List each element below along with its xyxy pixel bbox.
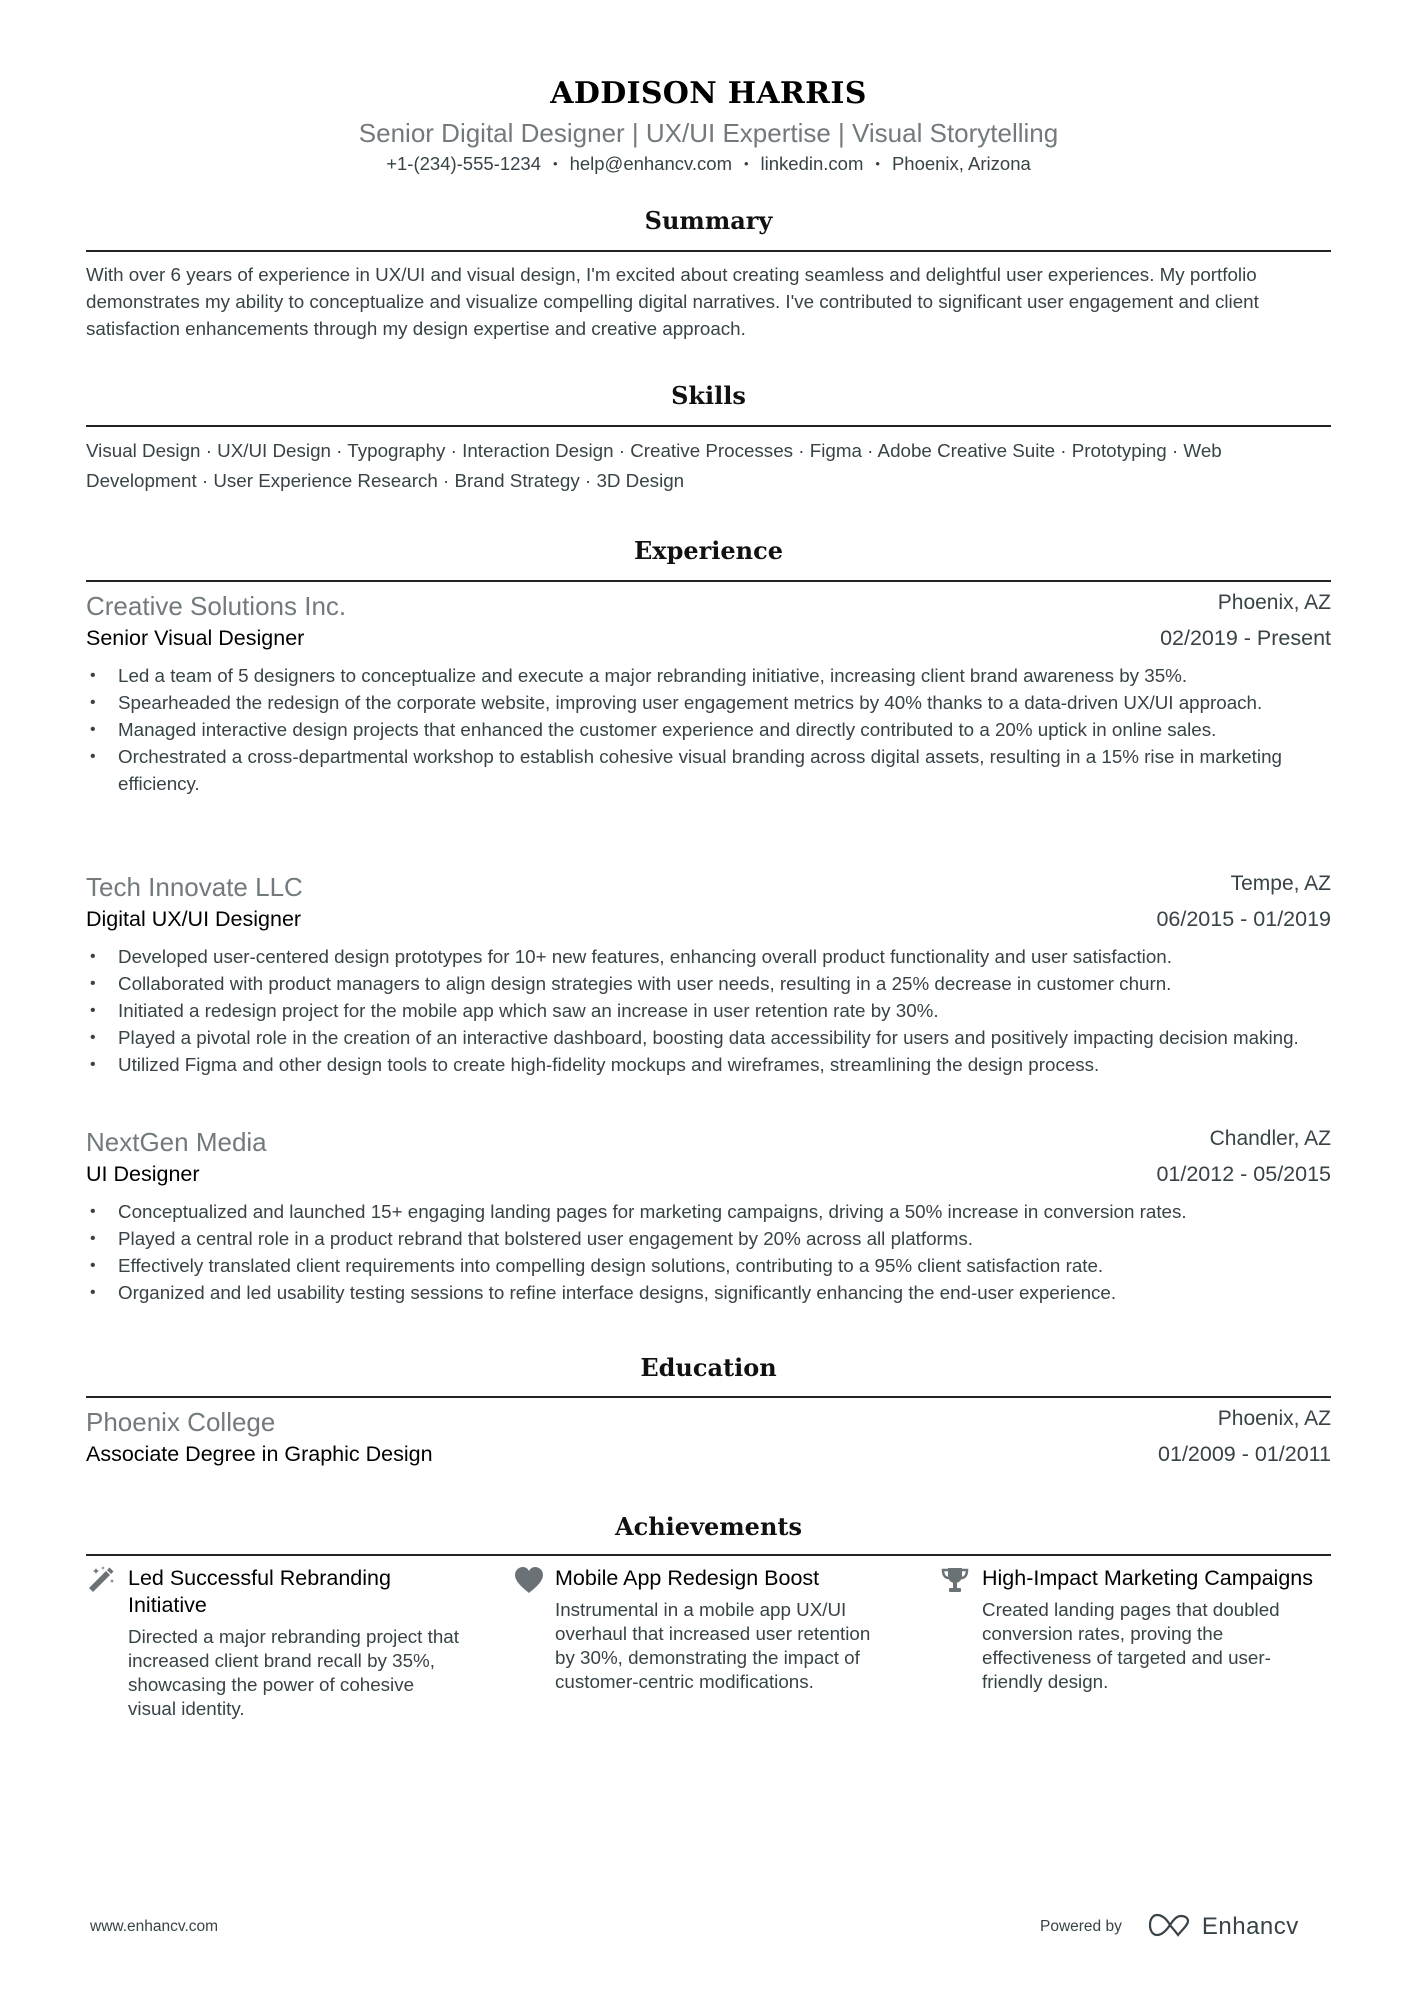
skills-list: Visual Design · UX/UI Design · Typography · Interaction Design · Creative Processes · Figma · Adobe Creative Suite · Prototyping · Web Development · User Experience Research · Brand Strategy · 3D Design xyxy=(86,440,1222,491)
company-name: Tech Innovate LLC xyxy=(86,872,303,902)
company-name: NextGen Media xyxy=(86,1127,267,1157)
achievement-item xyxy=(940,1565,1320,1694)
job-bullets xyxy=(86,943,1331,1078)
section-divider xyxy=(86,1554,1331,1556)
bullet-item: • Orchestrated a cross-departmental workshop to establish cohesive visual branding across digital assets, resulting in a 15% rise in marketing efficiency. xyxy=(86,743,1331,797)
heart-icon xyxy=(513,1565,543,1595)
contact-line xyxy=(86,153,1331,175)
contact-email[interactable]: help@enhancv.com xyxy=(569,153,732,174)
experience-entry xyxy=(86,872,1331,1078)
footer-website-link[interactable]: www.enhancv.com xyxy=(90,1918,219,1935)
bullet-item: • Played a central role in a product rebrand that bolstered user engagement by 20% across all platforms. xyxy=(86,1225,1331,1252)
bullet-item: • Utilized Figma and other design tools to create high-fidelity mockups and wireframes, streamlining the design process. xyxy=(86,1051,1331,1078)
bullet-item: • Organized and led usability testing sessions to refine interface designs, significantly enhancing the end-user experience. xyxy=(86,1279,1331,1306)
section-divider xyxy=(86,425,1331,427)
contact-location: Phoenix, Arizona xyxy=(891,153,1031,174)
experience-entry xyxy=(86,591,1331,797)
job-title: UI Designer xyxy=(86,1162,200,1186)
job-dates: 01/2012 - 05/2015 xyxy=(1156,1162,1331,1186)
job-bullets xyxy=(86,662,1331,797)
summary-text: With over 6 years of experience in UX/UI and visual design, I'm excited about creating seamless and delightful user experiences. My portfolio demonstrates my ability to conceptualize and visualize compelling digital narratives. I've contributed to significant user engagement and client satisfaction enhancements through my design expertise and creative approach. xyxy=(86,264,1259,339)
bullet-item: • Managed interactive design projects that enhanced the customer experience and directly contributed to a 20% uptick in online sales. xyxy=(86,716,1331,743)
bullet-item: • Developed user-centered design prototypes for 10+ new features, enhancing overall product functionality and user satisfaction. xyxy=(86,943,1331,970)
job-dates: 02/2019 - Present xyxy=(1160,626,1331,650)
company-name: Creative Solutions Inc. xyxy=(86,591,347,621)
achievement-item xyxy=(513,1565,893,1694)
separator-dot: • xyxy=(875,156,880,171)
achievement-title: Mobile App Redesign Boost xyxy=(555,1566,820,1590)
section-divider xyxy=(86,580,1331,582)
achievement-item xyxy=(86,1565,466,1721)
bullet-item: • Conceptualized and launched 15+ engaging landing pages for marketing campaigns, driving a 50% increase in conversion rates. xyxy=(86,1198,1331,1225)
section-title-summary: Summary xyxy=(644,206,773,235)
section-title-education: Education xyxy=(640,1353,777,1382)
job-title: Senior Visual Designer xyxy=(86,626,305,650)
section-divider xyxy=(86,1396,1331,1398)
job-location: Chandler, AZ xyxy=(1209,1127,1331,1150)
achievement-title: Led Successful Rebranding Initiative xyxy=(128,1566,391,1617)
bullet-item: • Played a pivotal role in the creation of an interactive dashboard, boosting data accessibility for users and positively impacting decision making. xyxy=(86,1024,1331,1051)
candidate-name: ADDISON HARRIS xyxy=(550,76,867,111)
job-bullets xyxy=(86,1198,1331,1306)
section-title-achievements: Achievements xyxy=(615,1512,802,1541)
separator-dot: • xyxy=(743,156,749,171)
separator-dot: • xyxy=(553,156,558,171)
contact-phone: +1-(234)-555-1234 xyxy=(386,153,541,174)
job-title: Digital UX/UI Designer xyxy=(86,907,302,931)
achievement-title: High-Impact Marketing Campaigns xyxy=(982,1566,1313,1590)
bullet-item: • Initiated a redesign project for the mobile app which saw an increase in user retention rate by 30%. xyxy=(86,997,1331,1024)
education-entry xyxy=(86,1407,1331,1477)
bullet-item: • Led a team of 5 designers to conceptualize and execute a major rebranding initiative, increasing client brand awareness by 35%. xyxy=(86,662,1331,689)
job-location: Tempe, AZ xyxy=(1230,872,1331,895)
job-dates: 06/2015 - 01/2019 xyxy=(1156,907,1331,931)
achievement-description: Directed a major rebranding project that increased client brand recall by 35%, showcasing the power of cohesive visual identity. xyxy=(128,1626,459,1719)
bullet-item: • Collaborated with product managers to align design strategies with user needs, resulting in a 25% decrease in customer churn. xyxy=(86,970,1331,997)
section-title-experience: Experience xyxy=(633,536,783,565)
achievement-description: Instrumental in a mobile app UX/UI overhaul that increased user retention by 30%, demonstrating the impact of customer-centric modifications. xyxy=(555,1599,871,1692)
education-dates: 01/2009 - 01/2011 xyxy=(1158,1442,1331,1466)
bullet-item: • Effectively translated client requirements into compelling design solutions, contributing to a 95% client satisfaction rate. xyxy=(86,1252,1331,1279)
achievement-description: Created landing pages that doubled conversion rates, proving the effectiveness of targeted and user-friendly design. xyxy=(982,1599,1280,1692)
enhancv-logo-icon xyxy=(1148,1912,1194,1943)
school-name: Phoenix College xyxy=(86,1407,276,1437)
powered-by-label: Powered by xyxy=(1040,1918,1122,1935)
experience-entry xyxy=(86,1127,1331,1306)
brand-name: Enhancv xyxy=(1201,1913,1299,1940)
school-location: Phoenix, AZ xyxy=(1217,1407,1331,1430)
section-title-skills: Skills xyxy=(671,381,746,410)
contact-linkedin[interactable]: linkedin.com xyxy=(760,153,864,174)
trophy-icon xyxy=(940,1565,970,1595)
degree: Associate Degree in Graphic Design xyxy=(86,1442,433,1466)
bullet-item: • Spearheaded the redesign of the corporate website, improving user engagement metrics by 40% thanks to a data-driven UX/UI approach. xyxy=(86,689,1331,716)
magic-wand-icon xyxy=(86,1565,116,1595)
candidate-headline: Senior Digital Designer | UX/UI Expertise | Visual Storytelling xyxy=(358,118,1059,148)
job-location: Phoenix, AZ xyxy=(1217,591,1331,614)
section-divider xyxy=(86,250,1331,252)
footer-branding[interactable] xyxy=(1040,1912,1299,1942)
